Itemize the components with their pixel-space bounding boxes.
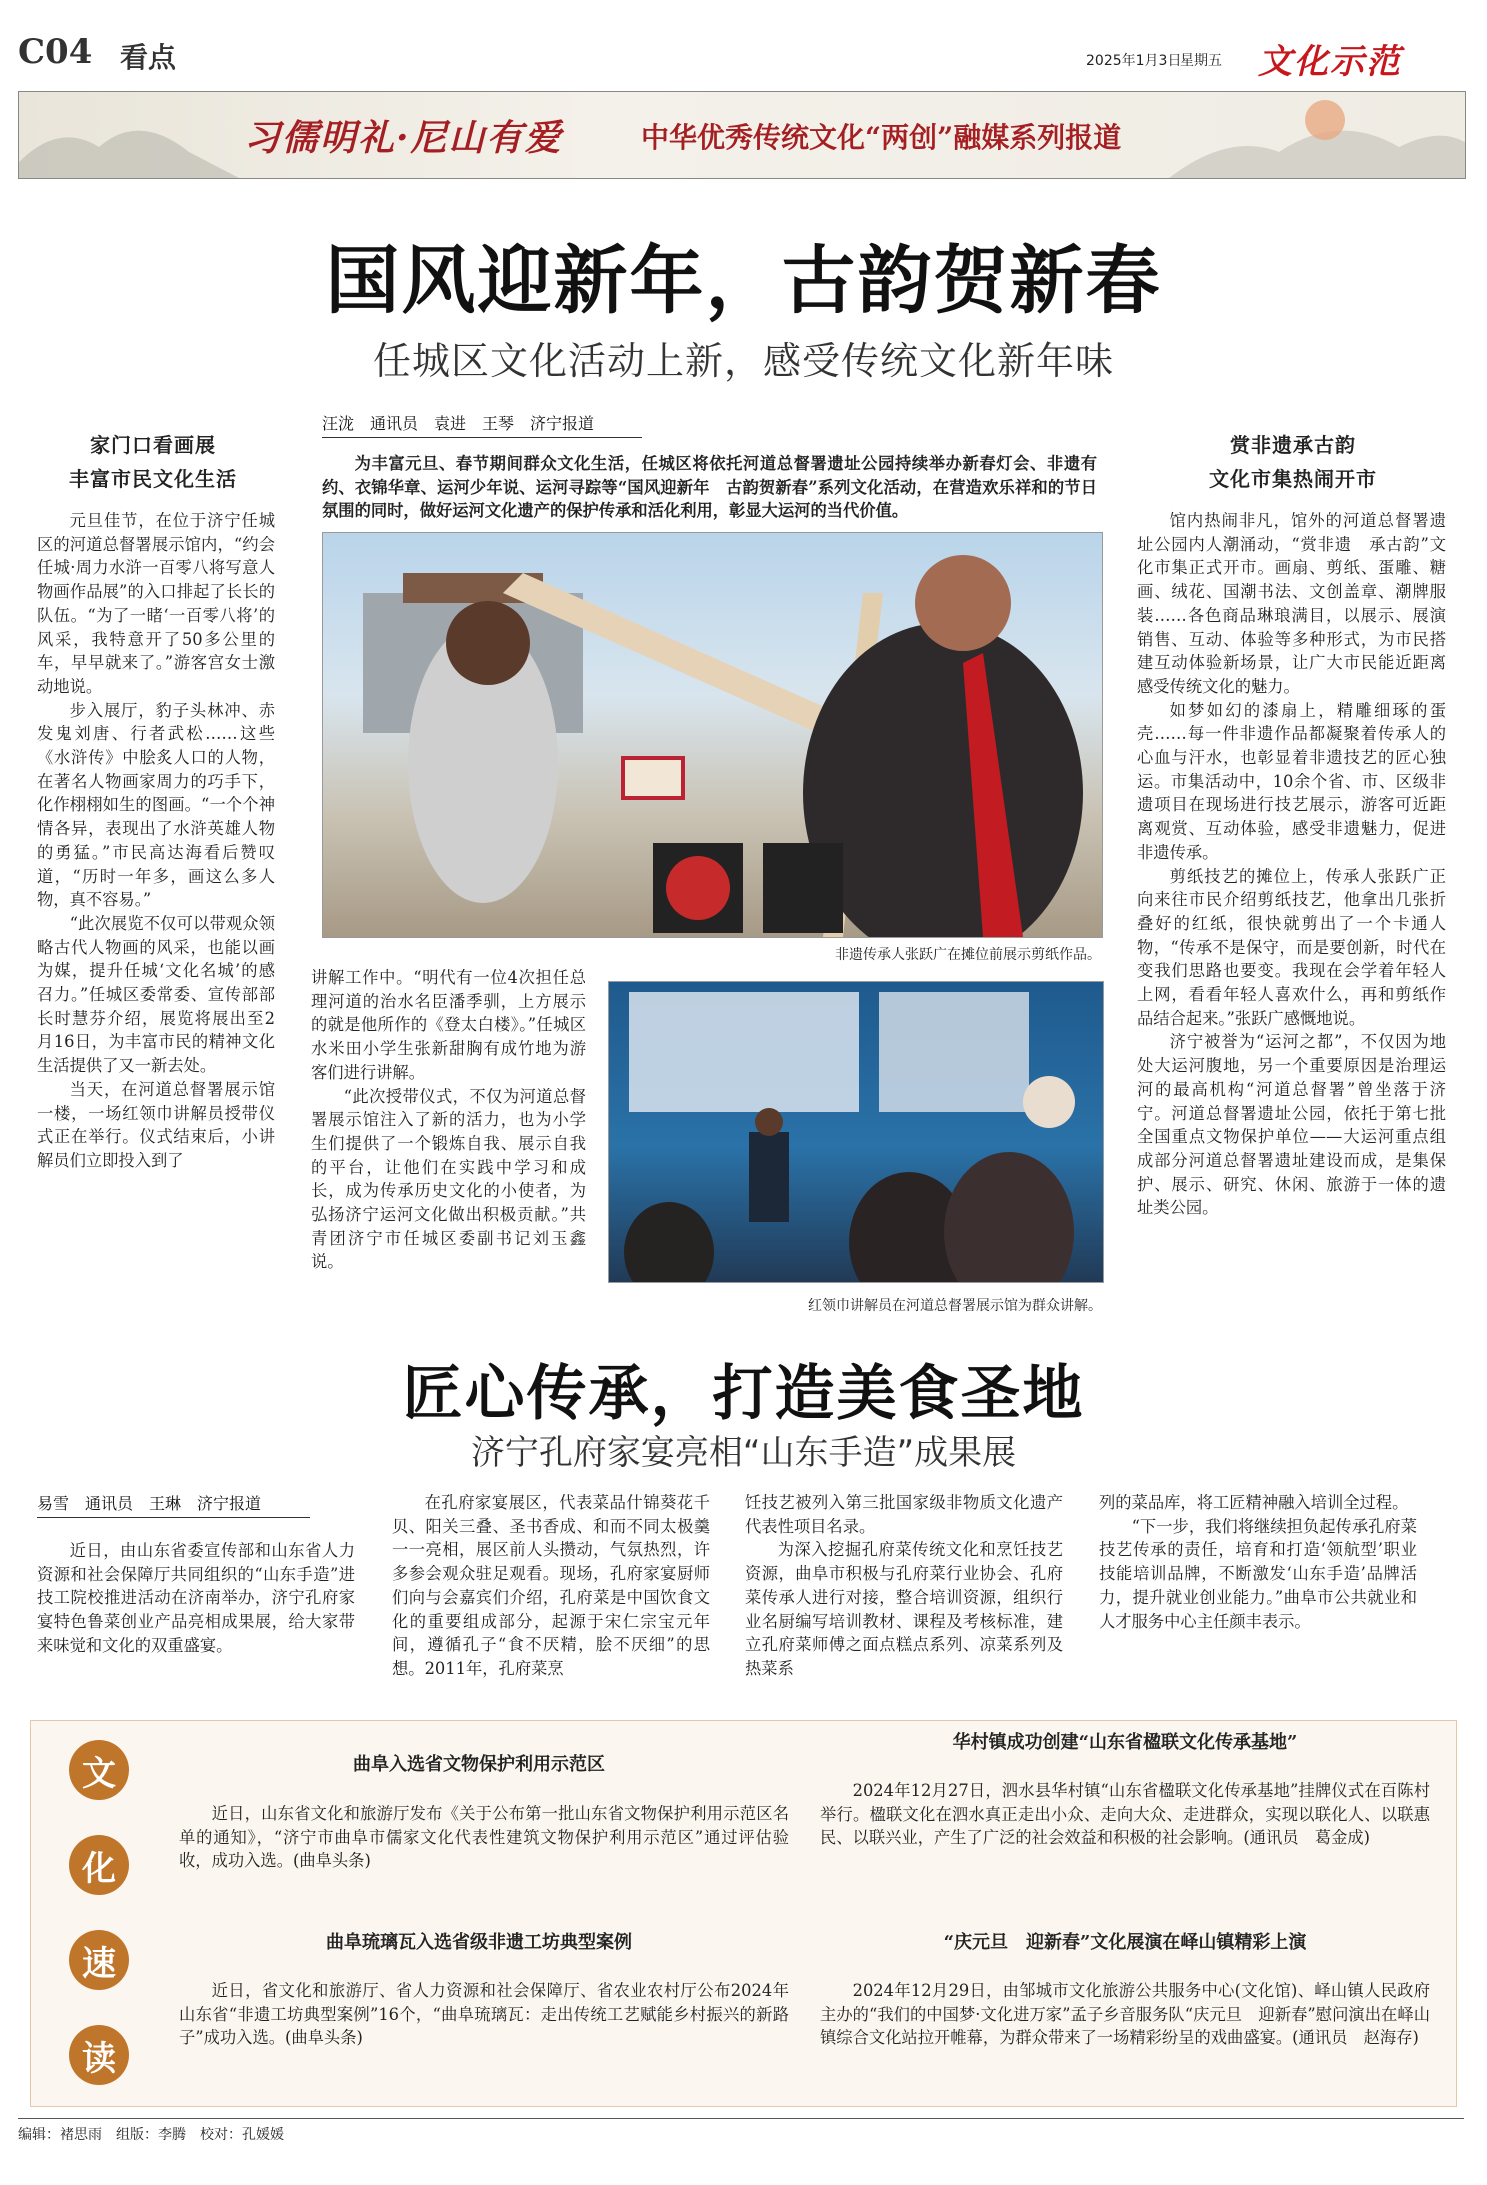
left-paragraph: 元旦佳节，在位于济宁任城区的河道总督署展示馆内，“约会任城·周力水浒一百零八将写意人物画作品展”的入口排起了长长的队伍。“为了一睹‘一百零八将’的风采，我特意开了50多公里的车，早早就来了。”游客宫女士激动地说。 bbox=[37, 511, 275, 696]
brief1-title: 曲阜入选省文物保护利用示范区 bbox=[353, 1754, 605, 1775]
masthead bbox=[18, 30, 1468, 80]
photo-guide-illustration bbox=[609, 982, 1103, 1282]
brief3-title: 华村镇成功创建“山东省楹联文化传承基地” bbox=[952, 1732, 1298, 1753]
left-section-title bbox=[33, 428, 273, 496]
briefs-label-char: 读 bbox=[69, 2025, 129, 2085]
right-paragraph: 馆内热闹非凡，馆外的河道总督署遗址公园内人潮涌动，“赏非遗 承古韵”文化市集正式开市。画扇、剪纸、蛋雕、糖画、绒花、国潮书法、文创盖章、潮牌服装……各色商品琳琅满目，以展示、展演销售、互动、体验等多种形式，为市民搭建互动体验新场景，让广大市民能近距离感受传统文化的魅力。 bbox=[1137, 511, 1446, 696]
story2-col3-para: 为深入挖掘孔府菜传统文化和烹饪技艺资源，曲阜市积极与孔府菜行业协会、孔府菜传承人进行对接，整合培训资源，组织行业名厨编写培训教材、课程及考核标准，建立孔府菜师傅之面点糕点系列、凉菜系列及热菜系 bbox=[745, 1540, 1063, 1678]
middle-column bbox=[311, 966, 586, 1274]
banner-series-title: 中华优秀传统文化“两创”融媒系列报道 bbox=[641, 121, 1122, 154]
middle-paragraph: 讲解工作中。“明代有一位4次担任总理河道的治水名臣潘季驯，上方展示的就是他所作的《登太白楼》。”任城区水米田小学生张新甜胸有成竹地为游客们进行讲解。 bbox=[311, 968, 586, 1082]
story2-col1: 近日，由山东省委宣传部和山东省人力资源和社会保障厅共同组织的“山东手造”进技工院校推进活动在济南举办，济宁孔府家宴特色鲁菜创业产品亮相成果展，给大家带来味觉和文化的双重盛宴。 bbox=[37, 1541, 355, 1655]
briefs-label-char: 文 bbox=[69, 1740, 129, 1800]
right-paragraph: 如梦如幻的漆扇上，精雕细琢的蛋壳……每一件非遗作品都凝聚着传承人的心血与汗水，也彰显着非遗技艺的匠心独运。市集活动中，10余个省、市、区级非遗项目在现场进行技艺展示，游客可近距离观赏、互动体验，感受非遗魅力，促进非遗传承。 bbox=[1137, 700, 1446, 862]
story1-lead: 为丰富元旦、春节期间群众文化生活，任城区将依托河道总督署遗址公园持续举办新春灯会、非遗有约、衣锦华章、运河少年说、运河寻踪等“国风迎新年 古韵贺新春”系列文化活动，在营造欢乐祥和的节日氛围的同时，做好运河文化遗产的保护传承和活化利用，彰显大运河的当代价值。 bbox=[322, 454, 1097, 521]
story2-col4 bbox=[1099, 1491, 1417, 1633]
briefs-label-char: 化 bbox=[69, 1835, 129, 1895]
story2-col3-para: 饪技艺被列入第三批国家级非物质文化遗产代表性项目名录。 bbox=[745, 1493, 1063, 1536]
photo-guide-exhibition bbox=[608, 981, 1104, 1283]
brief3-text: 2024年12月27日，泗水县华村镇“山东省楹联文化传承基地”挂牌仪式在百陈村举行。楹联文化在泗水真正走出小众、走向大众、走进群众，实现以联化人、以联惠民、以联兴业，产生了广泛的社会效益和积极的社会影响。(通讯员 葛金成) bbox=[820, 1781, 1430, 1848]
left-paragraph: 当天，在河道总督署展示馆一楼，一场红领巾讲解员授带仪式正在举行。仪式结束后，小讲解员们立即投入到了 bbox=[37, 1079, 275, 1170]
right-section-title-line1: 赏非遗承古韵 bbox=[1230, 433, 1356, 457]
briefs-label-char: 速 bbox=[69, 1930, 129, 1990]
brief2-text: 近日，省文化和旅游厅、省人力资源和社会保障厅、省农业农村厅公布2024年山东省“非遗工坊典型案例”16个，“曲阜琉璃瓦：走出传统工艺赋能乡村振兴的新路子”成功入选。(曲阜头条) bbox=[179, 1981, 789, 2048]
right-paragraph: 剪纸技艺的摊位上，传承人张跃广正向来往市民介绍剪纸技艺，他拿出几张折叠好的红纸，很快就剪出了一个卡通人物，“传承不是保守，而是要创新，时代在变我们思路也要变。我现在会学着年轻人上网，看看年轻人喜欢什么，再和剪纸作品结合起来。”张跃广感慨地说。 bbox=[1137, 866, 1446, 1028]
photo1-caption: 非遗传承人张跃广在摊位前展示剪纸作品。 bbox=[835, 947, 1101, 963]
right-column bbox=[1137, 509, 1446, 1220]
left-column bbox=[37, 509, 275, 1173]
left-paragraph: 步入展厅，豹子头林冲、赤发鬼刘唐、行者武松……这些《水浒传》中脍炙人口的人物，在著名人物画家周力的巧手下，化作栩栩如生的图画。“一个个神情各异，表现出了水浒英雄人物的勇猛。”市民高达海看后赞叹道，“历时一年多，画这么多人物，真不容易。” bbox=[37, 700, 275, 910]
brief1-text: 近日，山东省文化和旅游厅发布《关于公布第一批山东省文物保护利用示范区名单的通知》，“济宁市曲阜市儒家文化代表性建筑文物保护利用示范区”通过评估验收，成功入选。(曲阜头条) bbox=[179, 1804, 789, 1871]
footer-rule bbox=[18, 2118, 1464, 2119]
left-section-title-line1: 家门口看画展 bbox=[90, 433, 216, 457]
right-paragraph: 济宁被誉为“运河之都”，不仅因为地处大运河腹地，另一个重要原因是治理运河的最高机构“河道总督署”曾坐落于济宁。河道总督署遗址公园，依托于第七批全国重点文物保护单位——大运河重点组成部分河道总督署遗址建设而成，是集保护、展示、研究、休闲、旅游于一体的遗址类公园。 bbox=[1137, 1032, 1446, 1218]
story1-subhead: 任城区文化活动上新，感受传统文化新年味 bbox=[372, 339, 1114, 383]
briefs-label bbox=[69, 1740, 129, 2085]
story2-col2: 在孔府家宴展区，代表菜品什锦葵花千贝、阳关三叠、圣书香成、和而不同太极羹一一亮相，展区前人头攒动，气氛热烈，许多参会观众驻足观看。现场，孔府家宴厨师们向与会嘉宾们介绍，孔府菜是中国饮食文化的重要组成部分，起源于宋仁宗宝元年间，遵循孔子“食不厌精，脍不厌细”的思想。2011年，孔府菜烹 bbox=[392, 1493, 710, 1678]
brand-logo: 文化示范 bbox=[1258, 42, 1402, 82]
footer-credits: 编辑：褚思雨 组版：李腾 校对：孔媛媛 bbox=[18, 2127, 284, 2143]
brief4-title: “庆元旦 迎新春”文化展演在峄山镇精彩上演 bbox=[943, 1932, 1307, 1953]
brief4-text: 2024年12月29日，由邹城市文化旅游公共服务中心(文化馆)、峄山镇人民政府主办的“我们的中国梦·文化进万家”孟子乡音服务队“庆元旦 迎新春”慰问演出在峄山镇综合文化站拉开帷幕，为群众带来了一场精彩纷呈的戏曲盛宴。(通讯员 赵海存) bbox=[820, 1981, 1430, 2048]
left-paragraph: “此次展览不仅可以带观众领略古代人物画的风采，也能以画为媒，提升任城‘文化名城’的感召力。”任城区委常委、宣传部部长时慧芬介绍，展览将展出至2月16日，为丰富市民的精神文化生活提供了又一新去处。 bbox=[37, 913, 275, 1076]
story2-headline: 匠心传承，打造美食圣地 bbox=[402, 1359, 1085, 1429]
photo2-caption: 红领巾讲解员在河道总督署展示馆为群众讲解。 bbox=[808, 1298, 1102, 1314]
story2-byline: 易雪 通讯员 王琳 济宁报道 bbox=[37, 1491, 310, 1518]
issue-weekday: 星期五 bbox=[1180, 53, 1222, 69]
right-section-title-line2: 文化市集热闹开市 bbox=[1209, 467, 1377, 491]
issue-date: 2025年1月3日 bbox=[1086, 53, 1182, 69]
brief2-title: 曲阜琉璃瓦入选省级非遗工坊典型案例 bbox=[326, 1932, 632, 1953]
banner-calligraphy: 习儒明礼·尼山有爱 bbox=[244, 117, 563, 159]
photo-paper-cutting bbox=[322, 532, 1103, 938]
story2-col4-para: 列的菜品库，将工匠精神融入培训全过程。 bbox=[1099, 1493, 1409, 1512]
story1-byline: 汪泷 通讯员 袁进 王琴 济宁报道 bbox=[322, 411, 642, 438]
page-number: C04 bbox=[18, 32, 93, 72]
story2-col4-para: “下一步，我们将继续担负起传承孔府菜技艺传承的责任，培育和打造‘领航型’职业技能培训品牌，不断激发‘山东手造’品牌活力，提升就业创业能力。”曲阜市公共就业和人才服务中心主任颜丰表示。 bbox=[1099, 1516, 1417, 1631]
left-section-title-line2: 丰富市民文化生活 bbox=[69, 467, 237, 491]
middle-paragraph: “此次授带仪式，不仅为河道总督署展示馆注入了新的活力，也为小学生们提供了一个锻炼自我、展示自我的平台，让他们在实践中学习和成长，成为传承历史文化的小使者，为弘扬济宁运河文化做出积极贡献。”共青团济宁市任城区委副书记刘玉鑫说。 bbox=[311, 1086, 586, 1272]
story2-col3 bbox=[745, 1491, 1063, 1681]
story1-headline: 国风迎新年，古韵贺新春 bbox=[325, 238, 1162, 324]
series-banner bbox=[18, 91, 1466, 179]
story2-subhead: 济宁孔府家宴亮相“山东手造”成果展 bbox=[470, 1433, 1017, 1473]
photo-paper-cutting-illustration bbox=[323, 533, 1102, 937]
section-name: 看点 bbox=[120, 41, 177, 74]
right-section-title bbox=[1128, 428, 1458, 496]
